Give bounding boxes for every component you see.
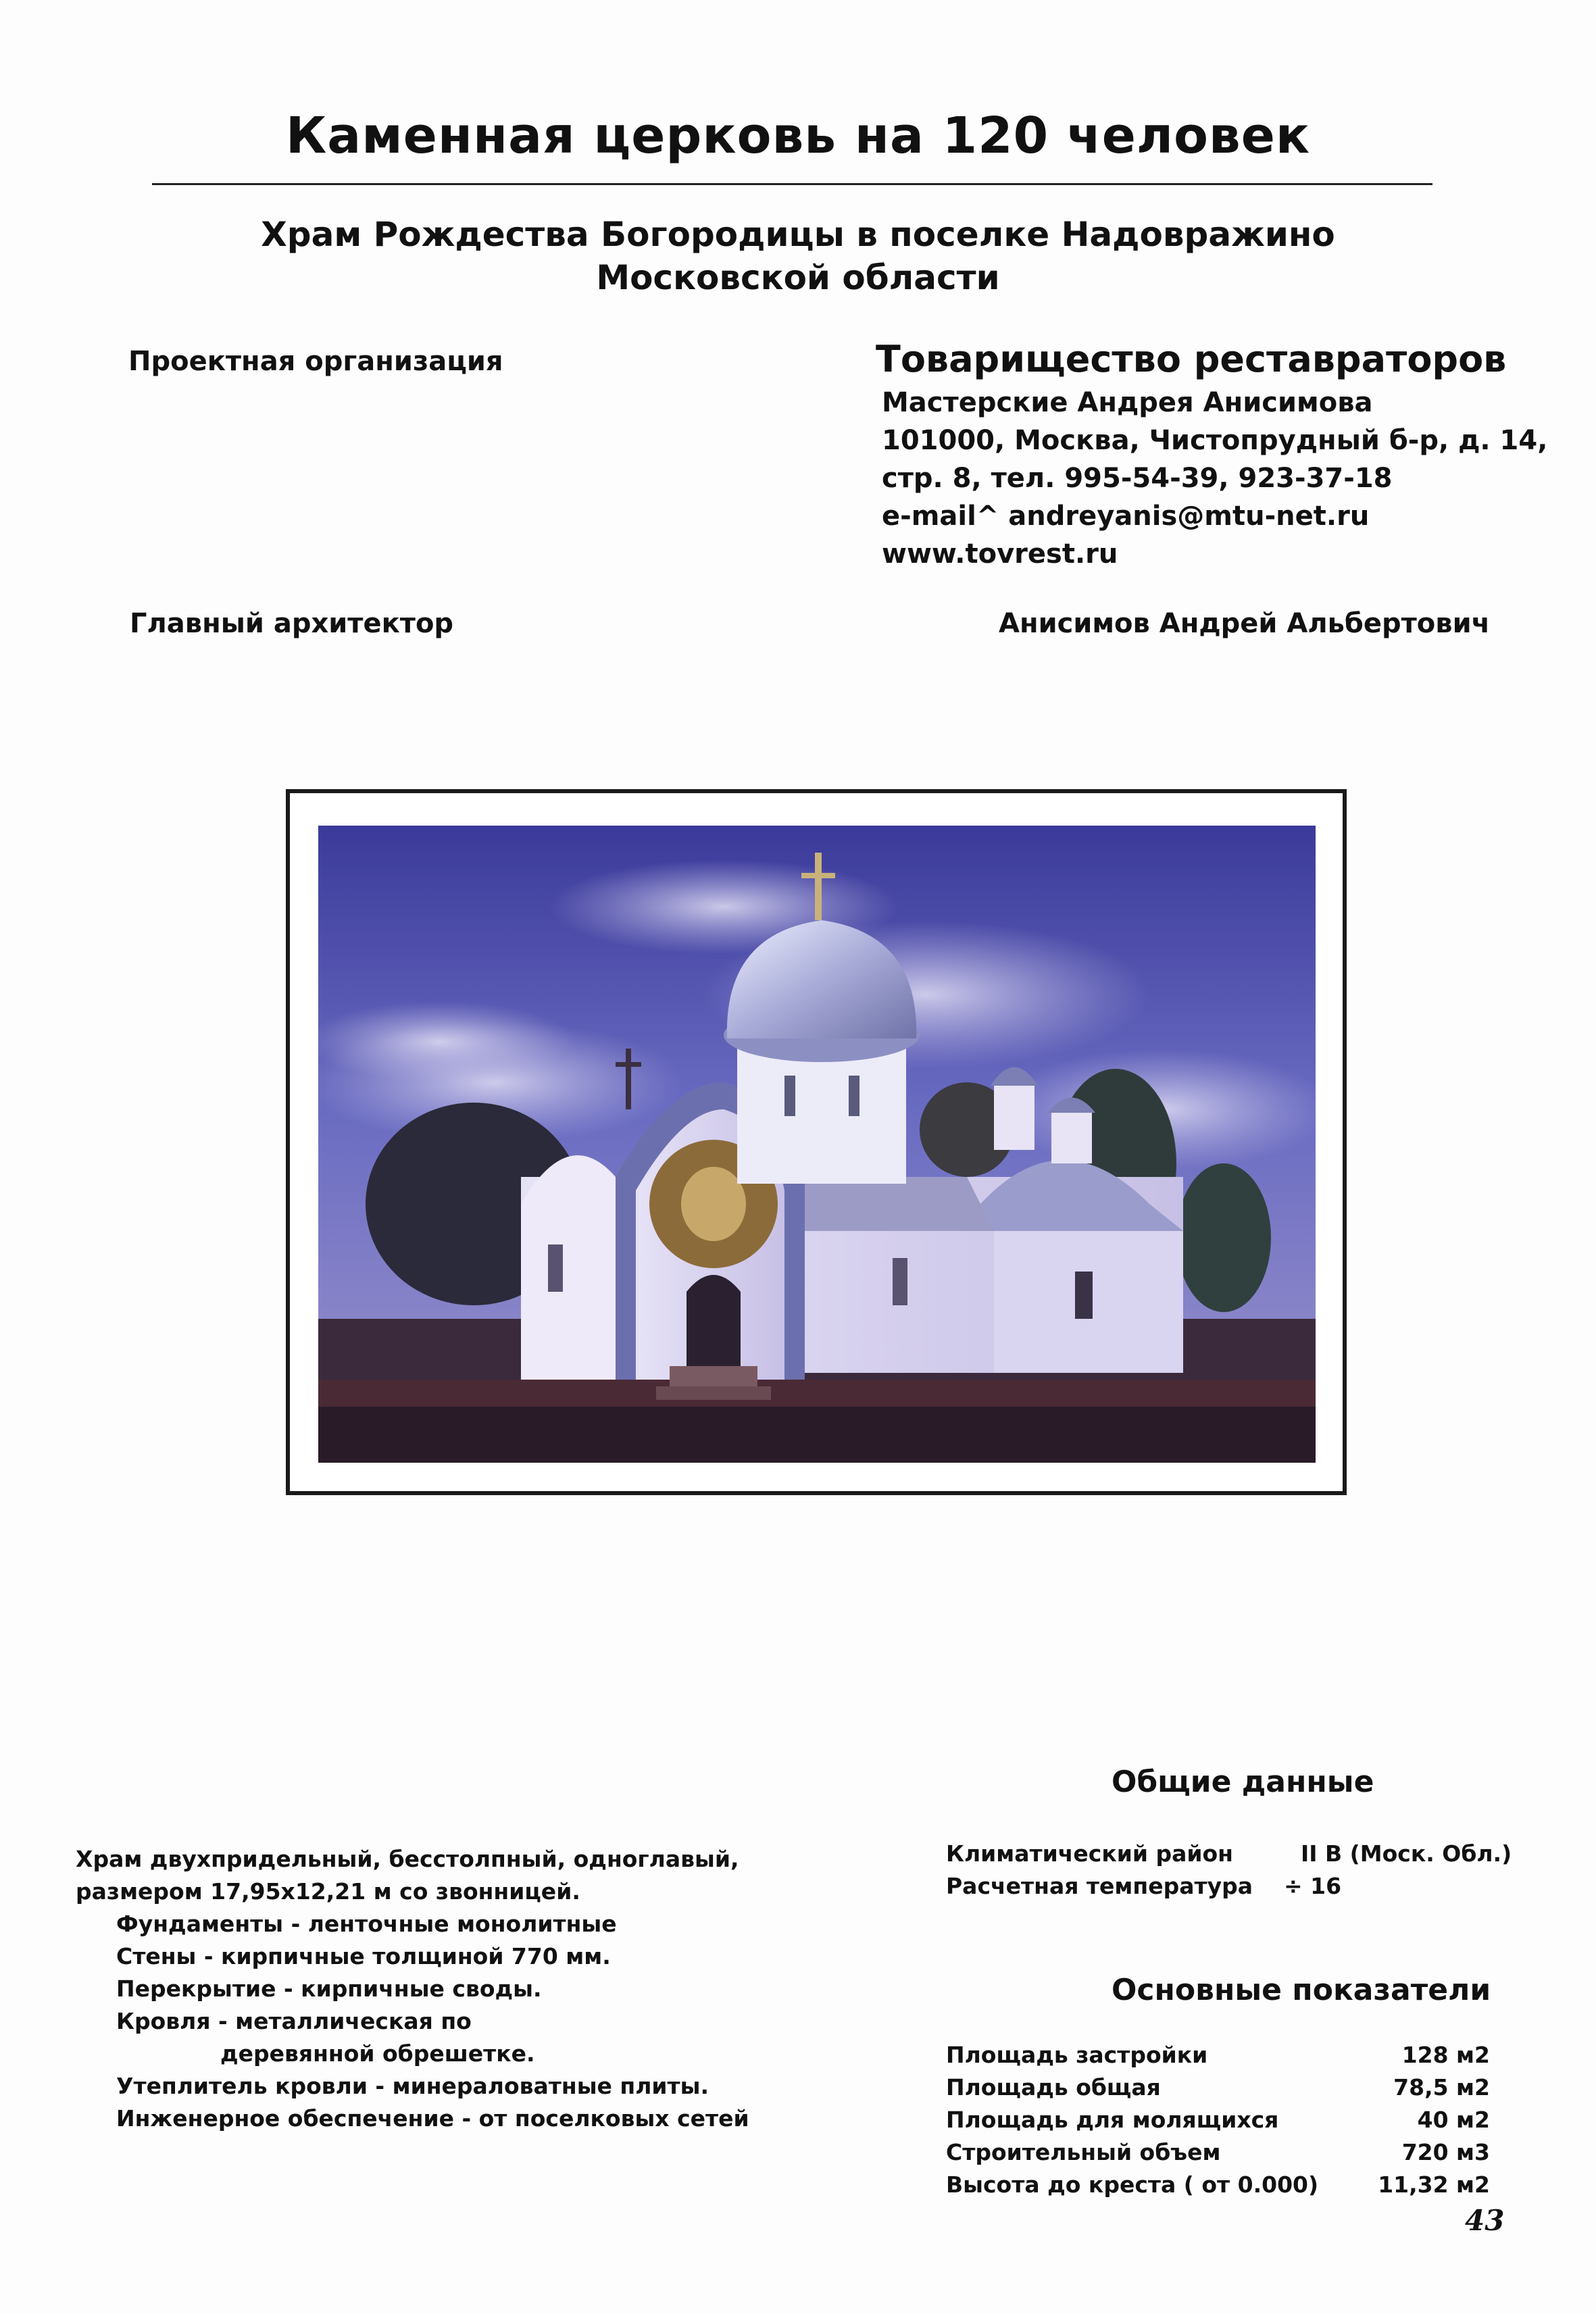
- table-row-value: 78,5 м2: [1393, 2074, 1490, 2101]
- table-row-value: II В (Моск. Обл.): [1301, 1840, 1512, 1867]
- description-line: Храм двухпридельный, бесстолпный, одноглавый,: [76, 1846, 739, 1872]
- table-row-value: 128 м2: [1401, 2042, 1490, 2068]
- org-line: стр. 8, тел. 995-54-39, 923-37-18: [882, 463, 1393, 494]
- table-row-label: Высота до креста ( от 0.000): [946, 2171, 1319, 2198]
- description-line: Перекрытие - кирпичные своды.: [116, 1976, 542, 2002]
- description-line: Кровля - металлическая по: [116, 2008, 472, 2034]
- architect-name: Анисимов Андрей Альбертович: [999, 608, 1491, 639]
- description-line: размером 17,95х12,21 м со звонницей.: [76, 1878, 580, 1905]
- photo-frame: [286, 789, 1347, 1495]
- org-website: www.tovrest.ru: [882, 538, 1118, 570]
- title-divider: [152, 183, 1432, 185]
- description-line: деревянной обрешетке.: [220, 2040, 535, 2067]
- table-row-label: Площадь общая: [946, 2074, 1161, 2101]
- description-line: Стены - кирпичные толщиной 770 мм.: [116, 1943, 611, 1969]
- general-data-heading: Общие данные: [1112, 1765, 1374, 1799]
- description-line: Инженерное обеспечение - от поселковых сетей: [116, 2105, 749, 2132]
- architect-label: Главный архитектор: [130, 608, 454, 639]
- table-row-label: Площадь застройки: [946, 2042, 1208, 2068]
- org-line: 101000, Москва, Чистопрудный б-р, д. 14,: [882, 425, 1548, 456]
- table-row-value: 11,32 м2: [1378, 2171, 1490, 2198]
- subtitle-line-1: Храм Рождества Богородицы в поселке Надовражино: [261, 215, 1335, 254]
- org-line: Мастерские Андрея Анисимова: [882, 387, 1373, 418]
- page-number: 43: [1465, 2204, 1505, 2237]
- org-email: e-mail^ andreyanis@mtu-net.ru: [882, 501, 1370, 532]
- page-title: Каменная церковь на 120 человек: [285, 107, 1311, 165]
- table-row-label: Климатический район: [946, 1840, 1233, 1867]
- church-photo: [318, 826, 1316, 1463]
- table-row-value: ÷ 16: [1284, 1873, 1342, 1899]
- indicators-heading: Основные показатели: [1112, 1973, 1491, 2007]
- table-row-value: 720 м3: [1401, 2139, 1490, 2165]
- church-description: [76, 1843, 749, 2135]
- organization-details: [882, 384, 1547, 573]
- page-subtitle: [0, 213, 1596, 299]
- organization-name: Товарищество реставраторов: [876, 338, 1507, 380]
- table-row-label: Строительный объем: [946, 2139, 1221, 2165]
- table-row-value: 40 м2: [1417, 2107, 1490, 2133]
- description-line: Фундаменты - ленточные монолитные: [116, 1911, 617, 1937]
- table-row-label: Расчетная температура: [946, 1873, 1253, 1899]
- subtitle-line-2: Московской области: [596, 258, 1000, 297]
- organization-label: Проектная организация: [128, 346, 503, 377]
- table-row-label: Площадь для молящихся: [946, 2107, 1279, 2133]
- description-line: Утеплитель кровли - минераловатные плиты.: [116, 2073, 709, 2099]
